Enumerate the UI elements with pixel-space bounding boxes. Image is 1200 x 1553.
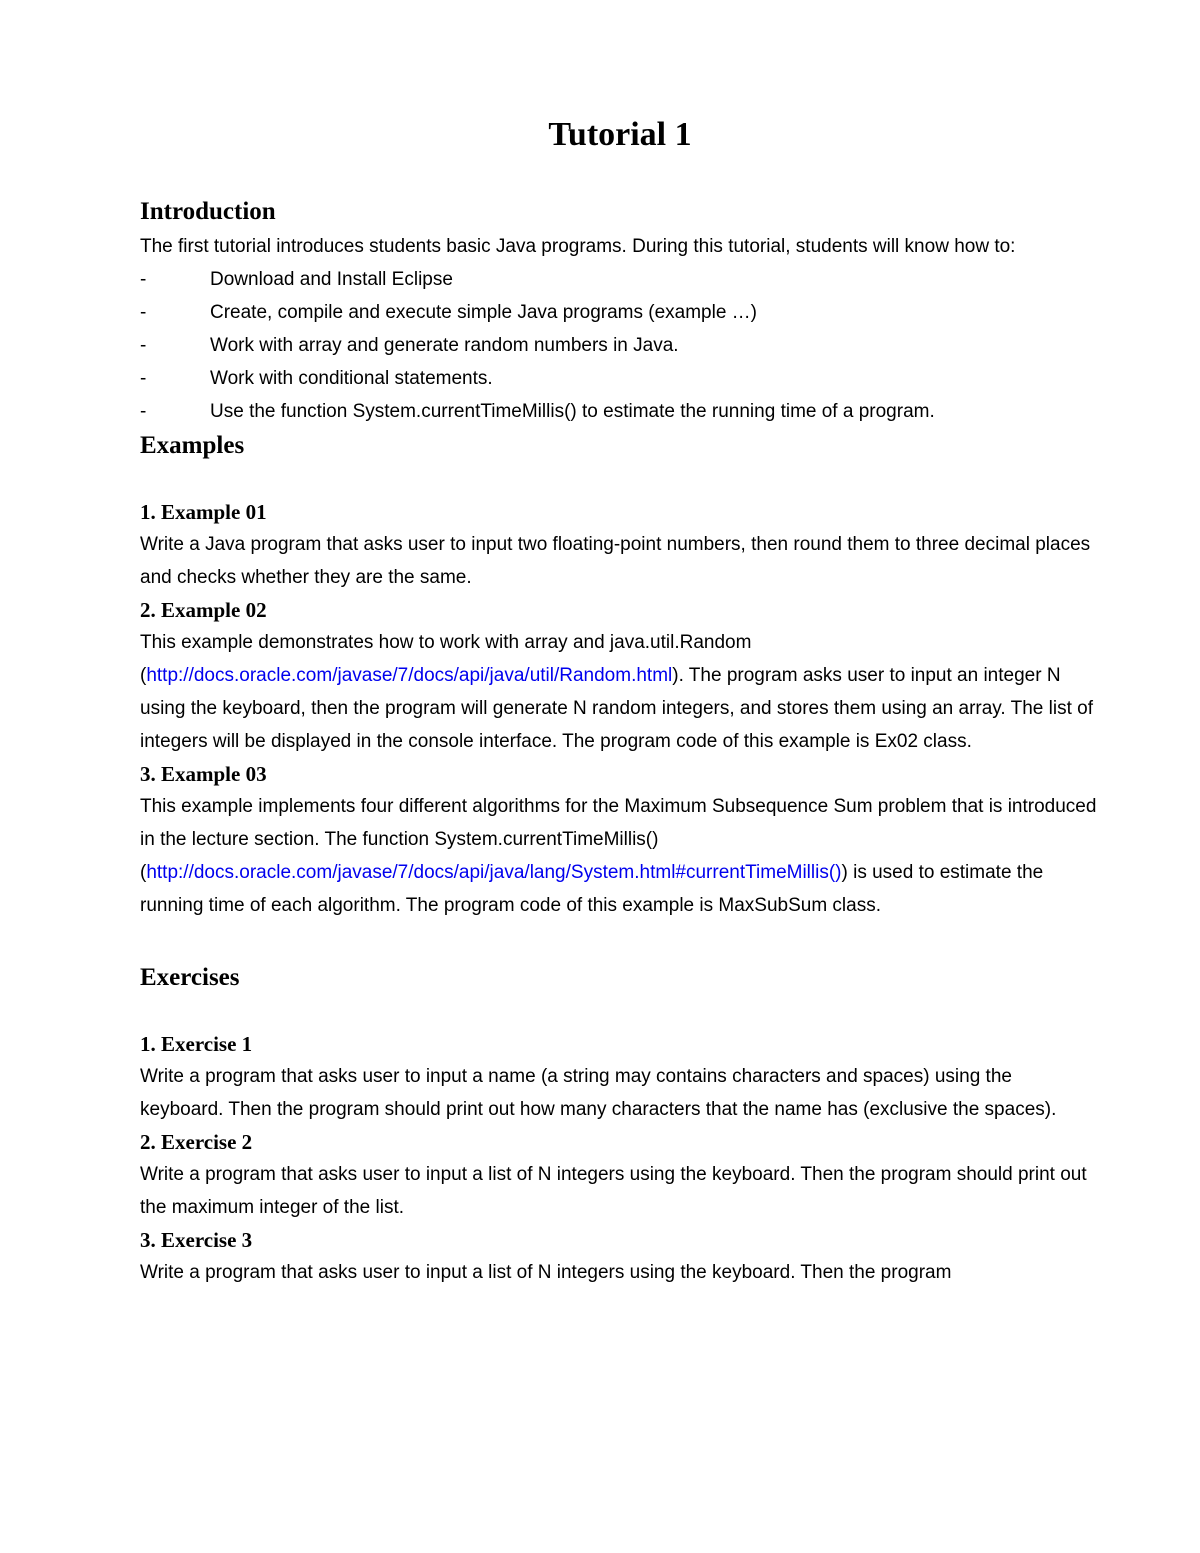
dash-bullet: -	[140, 335, 147, 356]
list-item-text: Create, compile and execute simple Java programs (example …)	[210, 302, 758, 323]
exercise-3-title: 3. Exercise 3	[140, 1228, 253, 1252]
list-item	[140, 296, 1100, 329]
document-content	[140, 110, 1100, 1289]
list-item-text: Work with conditional statements.	[210, 368, 493, 389]
introduction-text: The first tutorial introduces students basic Java programs. During this tutorial, students will know how to:	[140, 236, 1016, 257]
example-02-title: 2. Example 02	[140, 598, 267, 622]
exercise-3-text: Write a program that asks user to input a list of N integers using the keyboard. Then the program	[140, 1262, 952, 1283]
exercise-2-text: Write a program that asks user to input a list of N integers using the keyboard. Then the program should print out the maximum integer of the list.	[140, 1164, 1087, 1218]
examples-heading: Examples	[140, 432, 245, 459]
example-03-text-before: This example implements four different algorithms for the Maximum Subsequence Sum problem that is introduced in the lecture section. The function System.currentTimeMillis() (	[140, 796, 1097, 883]
list-item-text: Work with array and generate random numbers in Java.	[210, 335, 679, 356]
dash-bullet: -	[140, 302, 147, 323]
list-item	[140, 329, 1100, 362]
list-item	[140, 362, 1100, 395]
dash-bullet: -	[140, 368, 147, 389]
example-02-text-before: This example demonstrates how to work with array and java.util.Random (	[140, 632, 752, 686]
introduction-list	[140, 263, 1100, 428]
exercise-1-title: 1. Exercise 1	[140, 1032, 253, 1056]
example-02-text	[140, 626, 1100, 758]
dash-bullet: -	[140, 269, 147, 290]
introduction-heading: Introduction	[140, 198, 276, 225]
page-title: Tutorial 1	[548, 116, 692, 153]
list-item	[140, 395, 1100, 428]
example-01-text: Write a Java program that asks user to input two floating-point numbers, then round them to three decimal places and checks whether they are the same.	[140, 534, 1091, 588]
dash-bullet: -	[140, 401, 147, 422]
example-03-title: 3. Example 03	[140, 762, 267, 786]
example-03-text	[140, 790, 1100, 922]
example-01-title: 1. Example 01	[140, 500, 267, 524]
system-docs-link[interactable]: http://docs.oracle.com/javase/7/docs/api/java/lang/System.html#currentTimeMillis()	[146, 862, 842, 883]
exercise-2-title: 2. Exercise 2	[140, 1130, 253, 1154]
example-02-text-after: ). The program asks user to input an integer N using the keyboard, then the program will generate N random integers, and stores them using an array. The list of integers will be displayed in the console interface. The program code of this example is Ex02 class.	[140, 665, 1093, 752]
list-item-text: Use the function System.currentTimeMillis() to estimate the running time of a program.	[210, 401, 935, 422]
exercises-heading: Exercises	[140, 964, 240, 991]
exercise-1-text: Write a program that asks user to input a name (a string may contains characters and spaces) using the keyboard. Then the program should print out how many characters that the name has (exclusive the spaces).	[140, 1066, 1057, 1120]
list-item-text: Download and Install Eclipse	[210, 269, 453, 290]
list-item	[140, 263, 1100, 296]
random-docs-link[interactable]: http://docs.oracle.com/javase/7/docs/api/java/util/Random.html	[146, 665, 673, 686]
example-03-text-after: ) is used to estimate the running time of each algorithm. The program code of this example is MaxSubSum class.	[140, 862, 1044, 916]
